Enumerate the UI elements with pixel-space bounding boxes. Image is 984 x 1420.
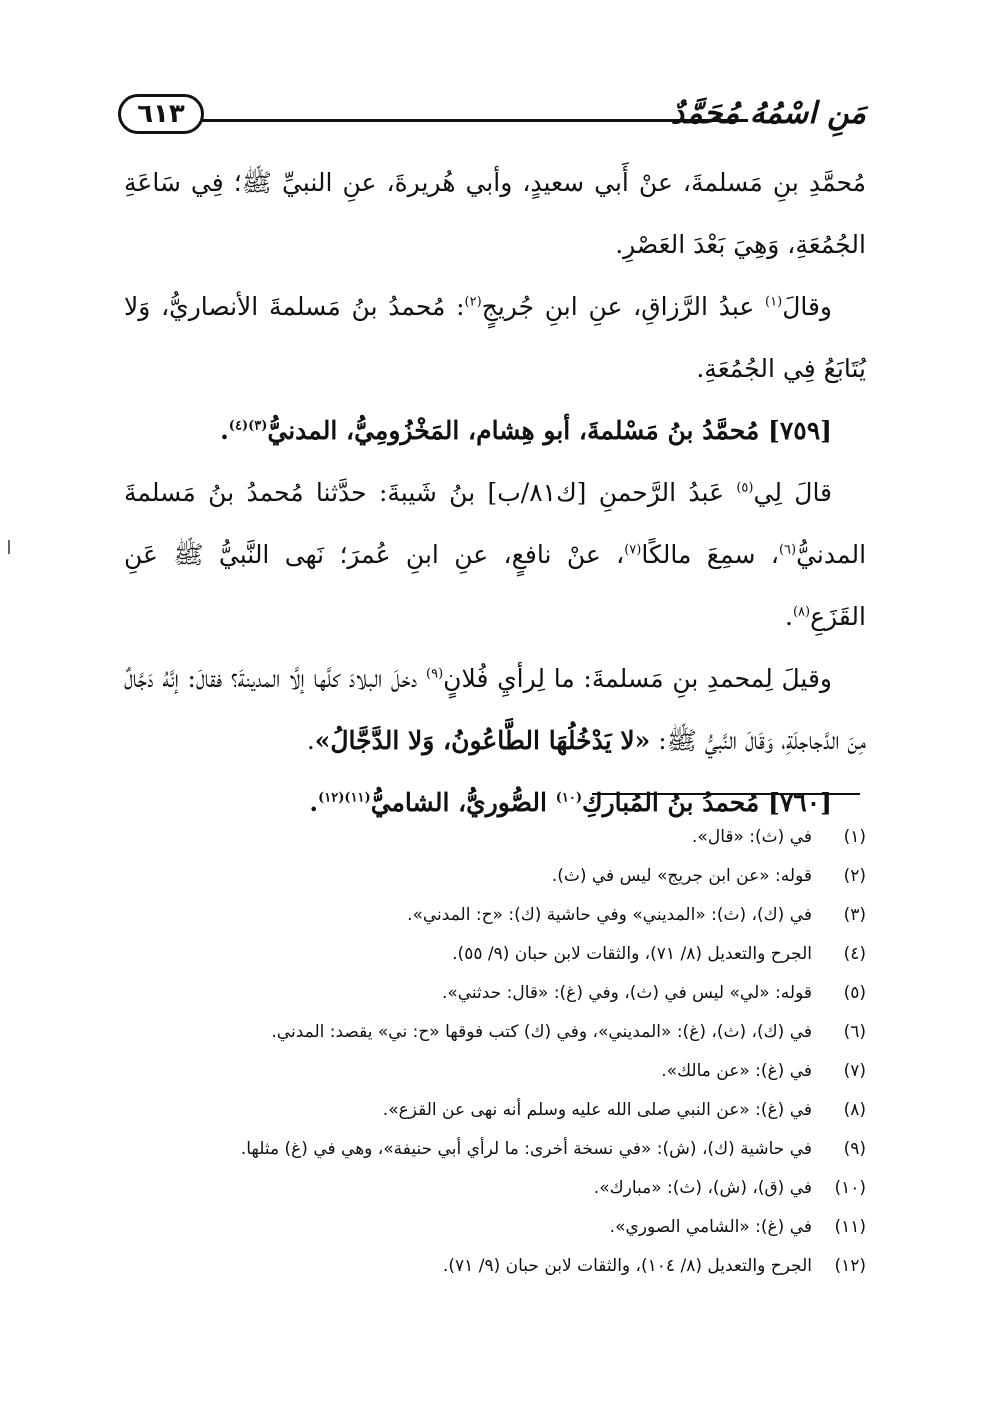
footnote-text: في (غ): «عن النبي صلى الله عليه وسلم أنه نهى عن القزع».	[382, 1100, 812, 1120]
footnote-text: قوله: «عن ابن جريج» ليس في (ث).	[551, 866, 812, 886]
footnotes	[118, 818, 866, 1286]
footnote-6	[118, 1013, 866, 1052]
footnote-ref-2[interactable]: (٢)	[464, 294, 482, 310]
page-header	[118, 92, 866, 140]
footnote-3	[118, 896, 866, 935]
footnote-ref-5[interactable]: (٥)	[736, 480, 754, 496]
footnote-text: في حاشية (ك)، (ش): «في نسخة أخرى: ما لرأي أبي حنيفة»، وهي في (غ) مثلها.	[240, 1139, 812, 1159]
text: قالَ لِي	[753, 478, 833, 507]
footnote-number: (٤)	[843, 944, 866, 964]
paragraph-3	[124, 462, 866, 648]
footnote-text: في (ث): «قال».	[692, 827, 812, 847]
footnote-ref-9[interactable]: (٩)	[426, 666, 444, 682]
footnote-2	[118, 857, 866, 896]
footnote-4	[118, 935, 866, 974]
text: وقيلَ لِمحمدِ بنِ مَسلمةَ: ما لِرأيِ فُلانٍ	[443, 664, 832, 693]
footnote-number: (١١)	[834, 1217, 866, 1237]
footnote-1	[118, 818, 866, 857]
footnote-5	[118, 974, 866, 1013]
text: ، سمِعَ مالكًا	[641, 540, 779, 569]
margin-mark	[8, 540, 10, 554]
footnote-8	[118, 1091, 866, 1130]
footnote-number: (٥)	[843, 983, 866, 1003]
footnote-number: (١٢)	[834, 1256, 866, 1276]
text: .	[784, 602, 793, 631]
footnote-number: (٣)	[843, 905, 866, 925]
entry-title: [٧٥٩] مُحمَّدُ بنُ مَسْلمةَ، أبو هِشام، المَخْزُومِيُّ، المدنيُّ	[267, 416, 832, 445]
header-rule	[202, 119, 748, 122]
entry-heading-759: [٧٥٩] مُحمَّدُ بنُ مَسْلمةَ، أبو هِشام، المَخْزُومِيُّ، المدنيُّ$^{(٣)(٤)}$.	[220, 416, 832, 445]
footnote-number: (٦)	[843, 1022, 866, 1042]
footnote-ref-3-4[interactable]: (٣)(٤)	[228, 418, 268, 434]
entry-title-cont: الصُّوريُّ، الشاميُّ	[370, 788, 556, 817]
footnote-ref-7[interactable]: (٧)	[624, 542, 642, 558]
footnote-ref-8[interactable]: (٨)	[792, 604, 811, 620]
footnote-text: قوله: «لي» ليس في (ث)، وفي (غ): «قال: حدثني».	[441, 983, 812, 1003]
footnote-text: في (ك)، (ث)، (غ): «المديني»، وفي (ك) كتب فوقها «ح: ني» يقصد: المدني.	[271, 1022, 812, 1042]
footnote-text: الجرح والتعديل (٨/ ٧١)، والثقات لابن حبان (٩/ ٥٥).	[452, 944, 812, 964]
text: .	[306, 726, 315, 755]
footnote-text: في (ك)، (ث): «المديني» وفي حاشية (ك): «ح: المدني».	[407, 905, 812, 925]
running-title: مَنِ اسْمُهُ مُحَمَّدٌ	[670, 96, 866, 131]
text: : مُحمدُ بنُ مَسلمةَ الأنصاريُّ، وَلا يُتَابَعُ فِي الجُمُعَةِ.	[124, 292, 866, 383]
footnote-number: (١٠)	[834, 1178, 866, 1198]
footnote-text: في (ق)، (ش)، (ث): «مبارك».	[593, 1178, 812, 1198]
text: وقالَ	[782, 292, 832, 321]
footnote-text: في (غ): «عن مالك».	[661, 1061, 812, 1081]
footnote-11	[118, 1208, 866, 1247]
paragraph-2	[124, 276, 866, 400]
footnote-ref-11-12[interactable]: (١١)(١٢)	[318, 790, 371, 806]
footnote-ref-10[interactable]: (١٠)	[555, 790, 582, 806]
paragraph-1: مُحمَّدِ بنِ مَسلمةَ، عنْ أَبي سعيدٍ، وأبي هُريرةَ، عنِ النبيِّ ﷺ؛ فِي سَاعَةِ الجُمُعَةِ، وَهِيَ بَعْدَ العَصْرِ.	[124, 168, 866, 259]
text: دخلَ البلادَ كلَّها إلَّا المدينةَ؟ فقالَ: إنَّهُ دَجَّالٌ مِنَ الدَّجاجلَةِ، وَقَالَ النَّبيُّ ﷺ:	[124, 664, 866, 755]
text: عبدُ الرَّزاقِ، عنِ ابنِ جُريجٍ	[481, 292, 766, 321]
main-text	[124, 152, 866, 834]
footnote-ref-6[interactable]: (٦)	[778, 542, 797, 558]
footnote-number: (٧)	[843, 1061, 866, 1081]
footnote-12	[118, 1247, 866, 1286]
entry-heading-760: [٧٦٠] مُحمدُ بنُ المُباركِ$^{(١٠)}$ الصُّوريُّ، الشاميُّ$^{(١١)(١٢)}$.	[309, 788, 832, 817]
paragraph-4	[124, 648, 866, 772]
footnote-9	[118, 1130, 866, 1169]
footnote-number: (٩)	[843, 1139, 866, 1159]
page-number: ٦١٣	[118, 94, 204, 134]
footnote-separator	[592, 793, 860, 795]
text: عَبدُ الرَّحمنِ [ك٨١/ب] بنُ شَيبةَ: حدَّثنا مُحمدُ بنُ مَسلمةَ المدنيُّ	[124, 478, 867, 569]
footnote-10	[118, 1169, 866, 1208]
footnote-text: الجرح والتعديل (٨/ ١٠٤)، والثقات لابن حبان (٩/ ٧١).	[443, 1256, 812, 1276]
footnote-number: (١)	[843, 827, 866, 847]
footnote-text: في (غ): «الشامي الصوري».	[609, 1217, 812, 1237]
footnote-ref-1[interactable]: (١)	[765, 294, 783, 310]
entry-title: [٧٦٠] مُحمدُ بنُ المُباركِ	[581, 788, 832, 817]
hadith-quote: «لا يَدْخُلُهَا الطَّاعُونُ، وَلا الدَّجَّالُ»	[314, 726, 651, 755]
footnote-number: (٢)	[843, 866, 866, 886]
footnote-number: (٨)	[843, 1100, 866, 1120]
text: ، عنْ نافعٍ، عنِ ابنِ عُمرَ؛ نَهى النَّبيُّ ﷺ عَنِ القَزَعِ	[124, 540, 866, 631]
footnote-7	[118, 1052, 866, 1091]
